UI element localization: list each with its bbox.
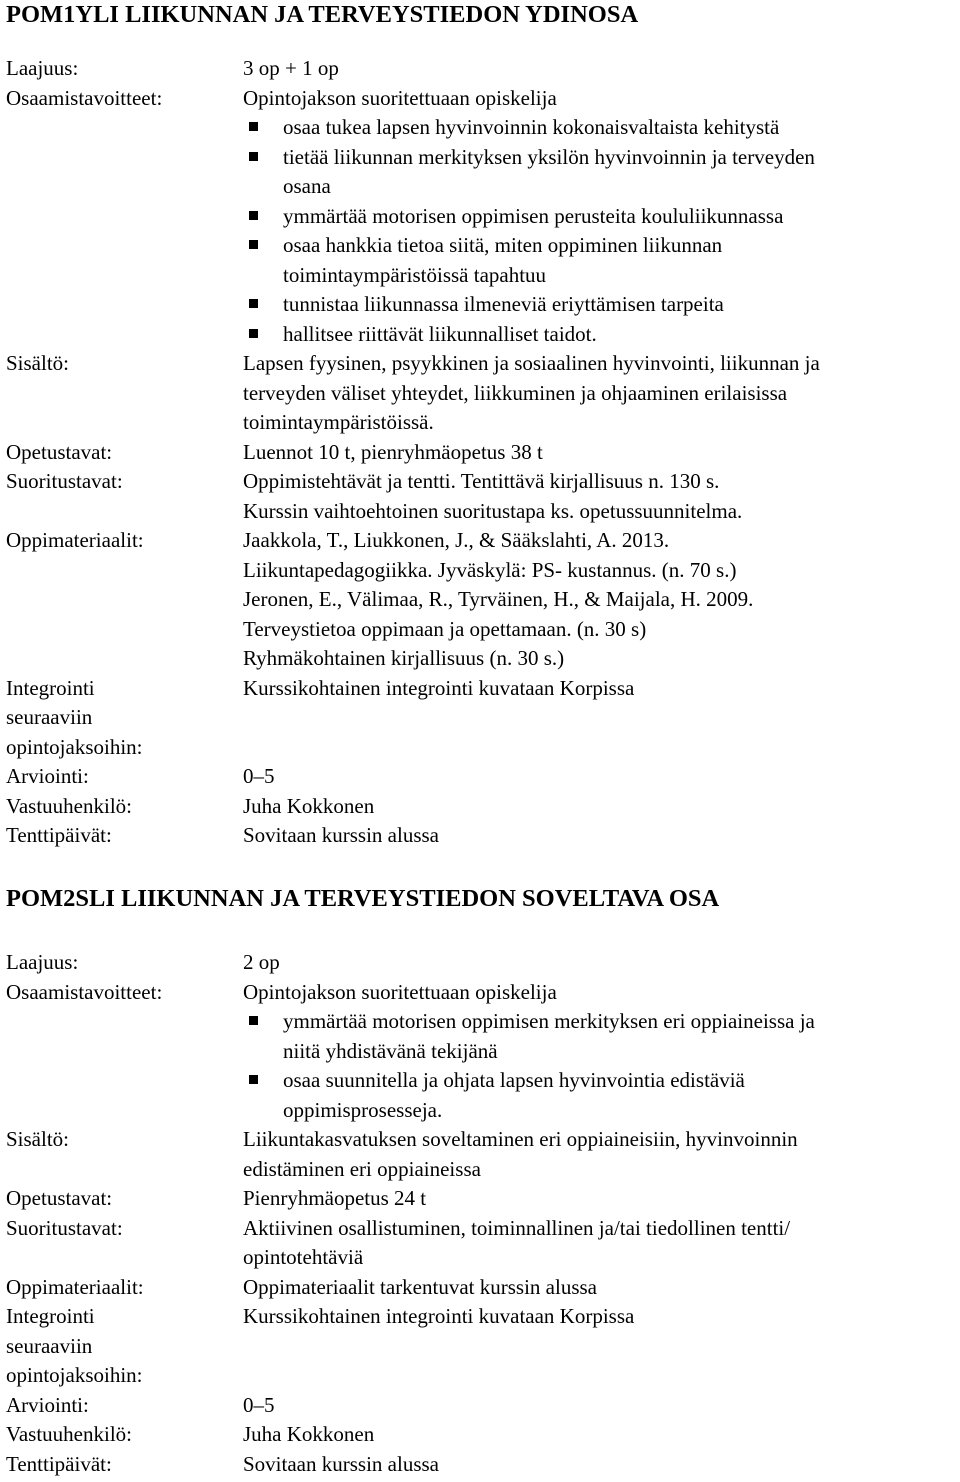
oppimateriaalit-line: Ryhmäkohtainen kirjallisuus (n. 30 s.): [243, 646, 565, 670]
vastuuhenkilo-label: Vastuuhenkilö:: [6, 793, 132, 818]
opetustavat-row: [6, 1184, 958, 1214]
bullet-square-icon: [249, 1016, 258, 1025]
vastuuhenkilo-value: Juha Kokkonen: [243, 1422, 375, 1446]
laajuus-label: Laajuus:: [6, 950, 79, 974]
oppimateriaalit-label: Oppimateriaalit:: [6, 1274, 144, 1299]
course-section-pom1yli: [6, 0, 958, 851]
arviointi-label: Arviointi:: [6, 764, 89, 788]
sisalto-line: toimintaympäristöissä.: [243, 410, 434, 434]
sisalto-label: Sisältö:: [6, 351, 70, 375]
opetustavat-value: Luennot 10 t, pienryhmäopetus 38 t: [243, 439, 543, 464]
bullet-square-icon: [249, 329, 258, 338]
vastuuhenkilo-label: Vastuuhenkilö:: [6, 1422, 132, 1446]
integrointi-value: Kurssikohtainen integrointi kuvataan Korpissa: [243, 1304, 635, 1328]
sisalto-label: Sisältö:: [6, 1127, 70, 1151]
oppimateriaalit-line: Jeronen, E., Välimaa, R., Tyrväinen, H., & Maijala, H. 2009.: [243, 587, 754, 611]
oppimateriaalit-label: Oppimateriaalit:: [6, 528, 144, 552]
tenttipaivat-label: Tenttipäivät:: [6, 823, 112, 847]
list-item: tunnistaa liikunnassa ilmeneviä eriyttämisen tarpeita: [243, 290, 958, 320]
sisalto-line: edistäminen eri oppiaineissa: [243, 1156, 481, 1181]
suoritustavat-line: Kurssin vaihtoehtoinen suoritustapa ks. opetussuunnitelma.: [243, 498, 743, 523]
course-section-pom2sli: [6, 884, 958, 1479]
vastuuhenkilo-row: [6, 1420, 958, 1450]
bullet-square-icon: [249, 211, 258, 220]
oppimateriaalit-line: Terveystietoa oppimaan ja opettamaan. (n. 30 s): [243, 616, 647, 641]
list-item: hallitsee riittävät liikunnalliset taidot.: [243, 320, 958, 350]
integrointi-row: [6, 1302, 958, 1391]
oppimateriaalit-line: Oppimateriaalit tarkentuvat kurssin alussa: [243, 1274, 597, 1299]
suoritustavat-line: Aktiivinen osallistuminen, toiminnallinen ja/tai tiedollinen tentti/: [243, 1215, 791, 1240]
opetustavat-label: Opetustavat:: [6, 1186, 113, 1210]
sisalto-row: [6, 349, 958, 438]
sisalto-line: terveyden väliset yhteydet, liikkuminen ja ohjaaminen erilaisissa: [243, 380, 788, 405]
suoritustavat-line: opintotehtäviä: [243, 1245, 364, 1269]
bullet-square-icon: [249, 1075, 258, 1084]
bullet-square-icon: [249, 152, 258, 161]
suoritustavat-label: Suoritustavat:: [6, 469, 123, 493]
oppimateriaalit-line: Jaakkola, T., Liukkonen, J., & Sääkslahti, A. 2013.: [243, 528, 670, 552]
laajuus-label: Laajuus:: [6, 56, 79, 80]
vastuuhenkilo-value: Juha Kokkonen: [243, 793, 375, 818]
tenttipaivat-row: [6, 821, 958, 851]
laajuus-row: [6, 948, 958, 978]
osaamistavoitteet-row: [6, 978, 958, 1126]
oppimateriaalit-row: [6, 1273, 958, 1303]
list-item: osaa tukea lapsen hyvinvoinnin kokonaisvaltaista kehitystä: [243, 113, 958, 143]
bullet-square-icon: [249, 240, 258, 249]
osaamistavoitteet-intro: Opintojakson suoritettuaan opiskelija: [243, 85, 557, 110]
integrointi-row: [6, 674, 958, 763]
course-title: POM2SLI LIIKUNNAN JA TERVEYSTIEDON SOVELTAVA OSA: [6, 885, 720, 912]
osaamistavoitteet-intro: Opintojakson suoritettuaan opiskelija: [243, 979, 557, 1004]
oppimateriaalit-row: [6, 526, 958, 674]
arviointi-row: [6, 762, 958, 792]
bullet-square-icon: [249, 122, 258, 131]
opetustavat-label: Opetustavat:: [6, 439, 113, 464]
tenttipaivat-value: Sovitaan kurssin alussa: [243, 1451, 439, 1476]
oppimateriaalit-line: Liikuntapedagogiikka. Jyväskylä: PS- kustannus. (n. 70 s.): [243, 557, 737, 582]
laajuus-row: [6, 54, 958, 84]
arviointi-label: Arviointi:: [6, 1392, 89, 1417]
list-item: ymmärtää motorisen oppimisen merkityksen eri oppiaineissa ja niitä yhdistävänä tekijänä: [243, 1007, 958, 1066]
arviointi-value: 0–5: [243, 764, 275, 788]
osaamistavoitteet-row: [6, 84, 958, 350]
opetustavat-value: Pienryhmäopetus 24 t: [243, 1186, 427, 1210]
suoritustavat-label: Suoritustavat:: [6, 1215, 123, 1240]
laajuus-value: 3 op + 1 op: [243, 56, 339, 80]
suoritustavat-line: Oppimistehtävät ja tentti. Tentittävä kirjallisuus n. 130 s.: [243, 469, 720, 493]
list-item: tietää liikunnan merkityksen yksilön hyvinvoinnin ja terveyden osana: [243, 143, 958, 202]
sisalto-line: Liikuntakasvatuksen soveltaminen eri oppiaineisiin, hyvinvoinnin: [243, 1127, 798, 1151]
arviointi-value: 0–5: [243, 1392, 275, 1417]
suoritustavat-row: [6, 1214, 958, 1273]
integrointi-label: Integrointi seuraaviin opintojaksoihin:: [6, 1304, 143, 1387]
arviointi-row: [6, 1391, 958, 1421]
laajuus-value: 2 op: [243, 950, 280, 974]
integrointi-value: Kurssikohtainen integrointi kuvataan Korpissa: [243, 675, 635, 700]
course-title: POM1YLI LIIKUNNAN JA TERVEYSTIEDON YDINOSA: [6, 1, 639, 28]
bullet-square-icon: [249, 299, 258, 308]
osaamistavoitteet-label: Osaamistavoitteet:: [6, 85, 163, 110]
tenttipaivat-value: Sovitaan kurssin alussa: [243, 823, 439, 847]
tenttipaivat-row: [6, 1450, 958, 1480]
tenttipaivat-label: Tenttipäivät:: [6, 1451, 112, 1476]
suoritustavat-row: [6, 467, 958, 526]
opetustavat-row: [6, 438, 958, 468]
sisalto-line: Lapsen fyysinen, psyykkinen ja sosiaalinen hyvinvointi, liikunnan ja: [243, 351, 820, 375]
sisalto-row: [6, 1125, 958, 1184]
list-item: osaa suunnitella ja ohjata lapsen hyvinvointia edistäviä oppimisprosesseja.: [243, 1066, 958, 1125]
vastuuhenkilo-row: [6, 792, 958, 822]
list-item: ymmärtää motorisen oppimisen perusteita koululiikunnassa: [243, 202, 958, 232]
list-item: osaa hankkia tietoa siitä, miten oppiminen liikunnan toimintaympäristöissä tapahtuu: [243, 231, 958, 290]
integrointi-label: Integrointi seuraaviin opintojaksoihin:: [6, 675, 143, 759]
osaamistavoitteet-label: Osaamistavoitteet:: [6, 979, 163, 1004]
